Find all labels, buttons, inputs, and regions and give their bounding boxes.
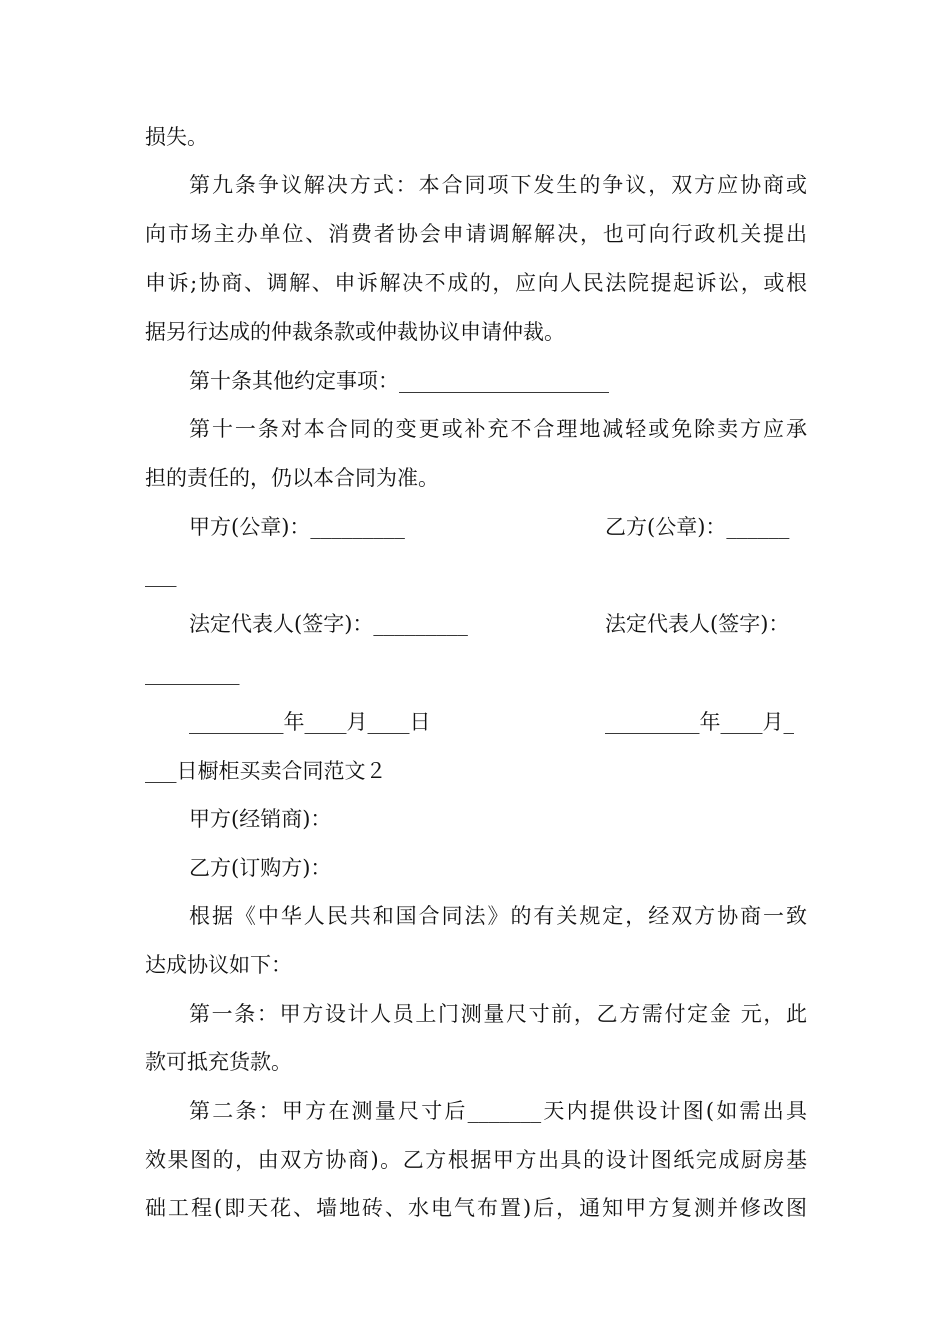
text-line: 款可抵充货款。 [145,1050,292,1074]
date-a: _________年____月____日 [189,710,431,734]
text-line: 础工程(即天花、墙地砖、水电气布置)后，通知甲方复测并修改图 [145,1196,807,1220]
text-line: 根据《中华人民共和国合同法》的有关规定，经双方协商一致 [189,904,807,928]
text-line: 效果图的，由双方协商)。乙方根据甲方出具的设计图纸完成厨房基 [145,1148,807,1172]
text-line: 第十条其他约定事项：____________________ [189,369,609,393]
text-line: ___ [145,563,177,587]
text-line: 第十一条对本合同的变更或补充不合理地减轻或免除卖方应承 [189,417,807,441]
text-line: 申诉;协商、调解、申诉解决不成的，应向人民法院提起诉讼，或根 [145,271,807,295]
party-b-seal: 乙方(公章)：______ [605,515,790,539]
text-line: 损失。 [145,125,208,149]
text-line: _________ [145,661,240,685]
text-line: 据另行达成的仲裁条款或仲裁协议申请仲裁。 [145,320,565,344]
date-b: _________年____月_ [605,710,794,734]
text-line: 乙方(订购方)： [189,856,332,880]
text-line: 担的责任的，仍以本合同为准。 [145,466,439,490]
legal-rep-b: 法定代表人(签字)： [605,612,790,636]
text-line: 第一条：甲方设计人员上门测量尺寸前，乙方需付定金 元，此 [189,1002,807,1026]
text-line: 第二条：甲方在测量尺寸后_______天内提供设计图(如需出具 [189,1099,807,1123]
party-a-seal: 甲方(公章)：_________ [189,515,405,539]
text-line: 第九条争议解决方式：本合同项下发生的争议，双方应协商或 [189,173,807,197]
text-line: 甲方(经销商)： [189,807,332,831]
text-line: 达成协议如下： [145,953,292,977]
legal-rep-a: 法定代表人(签字)：_________ [189,612,468,636]
section-title: ___日橱柜买卖合同范文２ [145,759,387,783]
text-line: 向市场主办单位、消费者协会申请调解解决，也可向行政机关提出 [145,222,807,246]
